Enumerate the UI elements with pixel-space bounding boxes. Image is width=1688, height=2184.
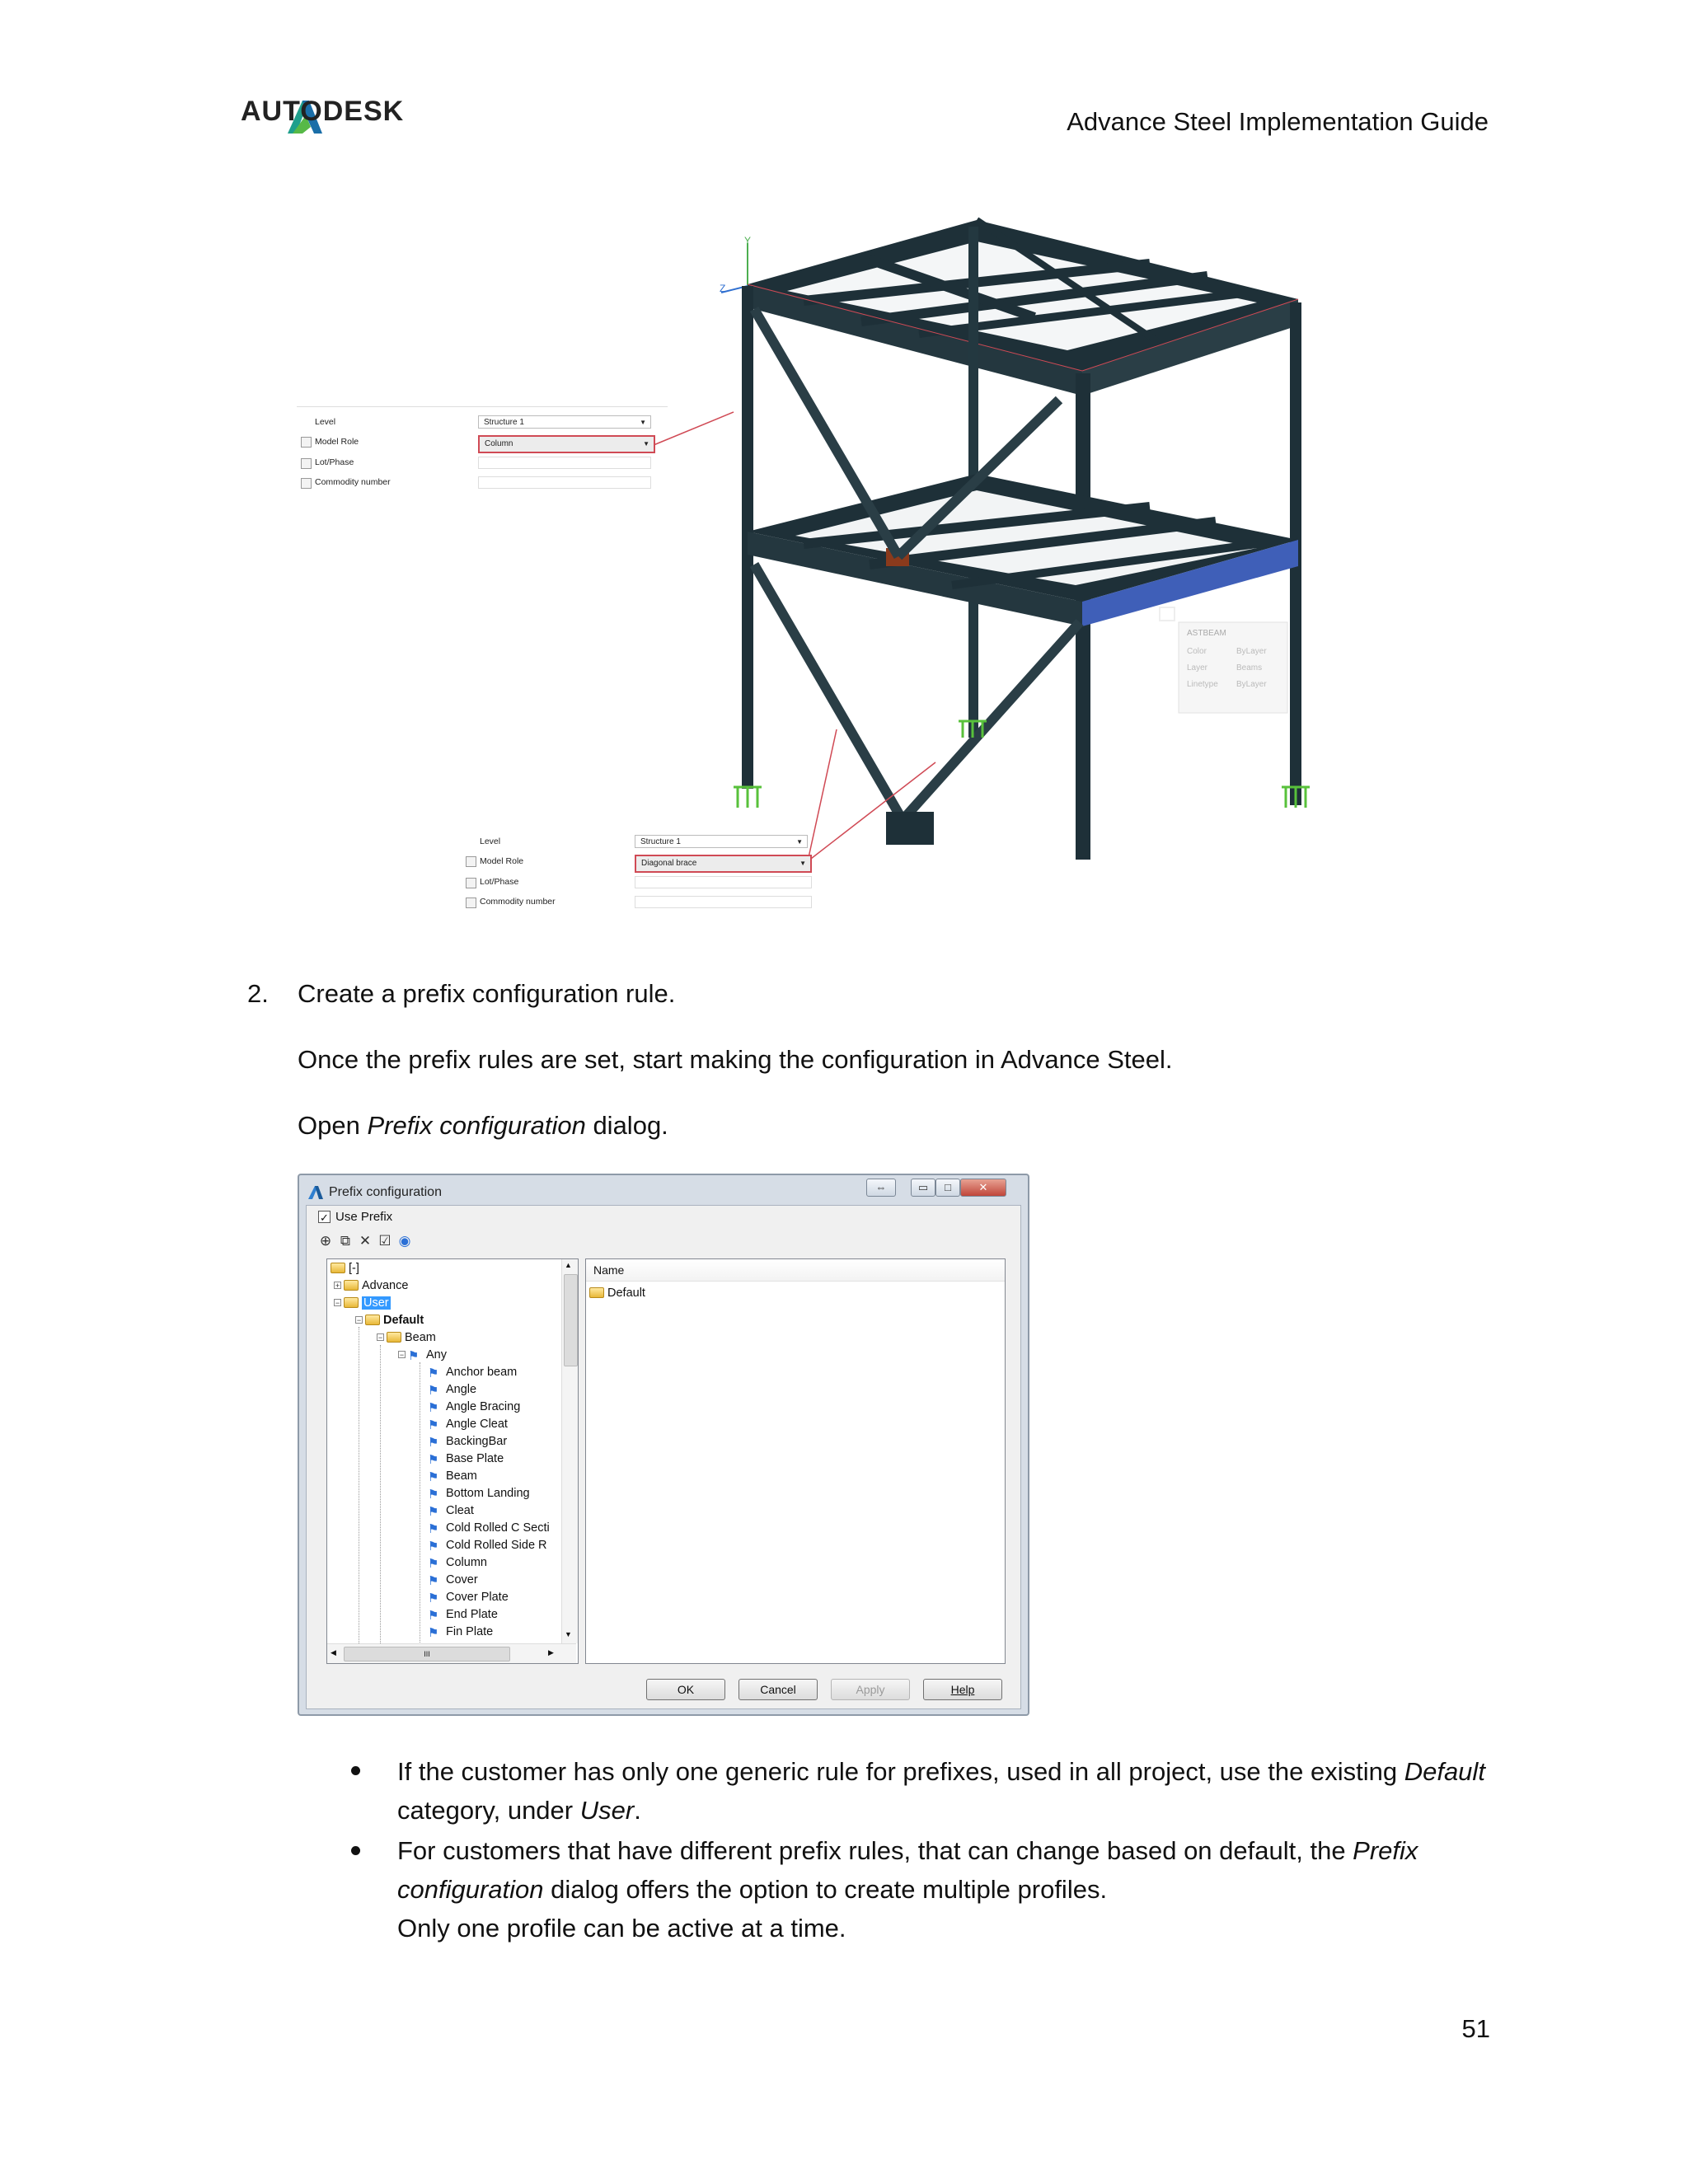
flag-icon: ⚑: [428, 1453, 439, 1467]
commodity-checkbox[interactable]: [466, 898, 476, 908]
flag-icon: ⚑: [428, 1366, 439, 1380]
tree-label: BackingBar: [446, 1435, 508, 1448]
level-label: Level: [480, 837, 501, 846]
delete-icon[interactable]: ✕: [359, 1233, 372, 1249]
flag-icon: ⚑: [428, 1557, 439, 1571]
text-span: dialog.: [585, 1111, 668, 1140]
set-active-icon[interactable]: ☑: [378, 1233, 392, 1249]
tree-label: End Plate: [446, 1608, 498, 1621]
tree-label: Angle Bracing: [446, 1400, 521, 1413]
prefix-tree[interactable]: [326, 1258, 579, 1664]
minimize-button[interactable]: ▭: [911, 1179, 935, 1197]
text-span: .: [634, 1796, 641, 1825]
tree-item[interactable]: [428, 1365, 517, 1380]
tooltip-title: ASTBEAM: [1187, 629, 1226, 638]
expand-icon[interactable]: +: [335, 1282, 340, 1290]
y-axis-label: Y: [744, 235, 752, 246]
step-title: Create a prefix configuration rule.: [298, 979, 676, 1008]
tree-vertical-scrollbar[interactable]: [561, 1259, 579, 1643]
tree-label: Cleat: [446, 1504, 474, 1517]
flag-icon: ⚑: [428, 1436, 439, 1450]
emphasis: configuration: [397, 1875, 544, 1904]
flag-icon: ⚑: [428, 1401, 439, 1415]
flag-icon: ⚑: [428, 1522, 439, 1536]
tree-guide-line: [380, 1345, 382, 1643]
z-axis-label: Z: [720, 283, 726, 294]
tree-item[interactable]: [428, 1434, 507, 1449]
document-title: Advance Steel Implementation Guide: [1067, 107, 1489, 136]
folder-icon: [365, 1315, 380, 1325]
collapse-icon[interactable]: −: [335, 1299, 340, 1307]
brand-name: AUTODESK: [241, 96, 405, 127]
steel-frame-drawing: [293, 210, 1323, 935]
tree-node-beam[interactable]: [387, 1330, 436, 1345]
bullet-line: [397, 1831, 1418, 1870]
model-role-checkbox[interactable]: [301, 437, 312, 448]
emphasis: User: [579, 1796, 635, 1825]
tree-label: Any: [426, 1348, 447, 1361]
list-header: [586, 1259, 1005, 1282]
tree-label-selected: User: [363, 1296, 389, 1310]
model-role-select[interactable]: [635, 855, 812, 873]
collapse-icon[interactable]: −: [356, 1316, 362, 1324]
level-value: Structure 1: [640, 837, 681, 846]
folder-icon: [387, 1332, 401, 1343]
bullet-line: [397, 1752, 1485, 1791]
tree-item[interactable]: [428, 1572, 478, 1587]
tree-item[interactable]: [428, 1399, 520, 1414]
tree-label: Cover: [446, 1573, 478, 1586]
prefix-configuration-dialog: [298, 1174, 1029, 1716]
text-span: category, under: [397, 1796, 580, 1825]
text-span: Open: [298, 1111, 368, 1140]
resize-icon[interactable]: ⇔: [866, 1179, 896, 1197]
tree-root[interactable]: [331, 1261, 359, 1276]
steel-structure-figure: [293, 210, 1323, 935]
column-properties-panel: [297, 406, 668, 506]
apply-button[interactable]: Apply: [831, 1679, 910, 1700]
level-select[interactable]: [635, 835, 808, 848]
chevron-down-icon: ▼: [796, 838, 803, 846]
bullet-icon: [351, 1766, 360, 1775]
folder-icon: [344, 1297, 359, 1308]
tree-label: Advance: [362, 1279, 409, 1292]
lot-phase-input[interactable]: [635, 876, 812, 888]
scroll-up-icon[interactable]: ▲: [565, 1261, 572, 1269]
use-prefix-label: Use Prefix: [335, 1210, 393, 1224]
tree-label: Column: [446, 1556, 487, 1569]
lot-phase-checkbox[interactable]: [466, 878, 476, 888]
flag-icon: ⚑: [428, 1418, 439, 1432]
model-role-label: Model Role: [480, 856, 524, 866]
help-button[interactable]: Help: [923, 1679, 1002, 1700]
commodity-label: Commodity number: [480, 897, 556, 907]
scroll-thumb[interactable]: III: [344, 1647, 510, 1661]
maximize-button[interactable]: □: [935, 1179, 960, 1197]
chevron-down-icon: ▼: [643, 440, 649, 448]
folder-icon: [344, 1280, 359, 1291]
tree-item[interactable]: [428, 1538, 547, 1553]
tree-label: Default: [383, 1314, 424, 1327]
tree-label: [-]: [349, 1262, 359, 1275]
text-span: dialog offers the option to create multiple profiles.: [543, 1875, 1108, 1904]
scroll-thumb[interactable]: [564, 1274, 578, 1366]
tree-item[interactable]: [428, 1607, 498, 1622]
flag-icon: ⚑: [428, 1591, 439, 1605]
dialog-body: [306, 1205, 1021, 1709]
copy-icon[interactable]: ⧉: [340, 1233, 351, 1249]
tree-item[interactable]: [428, 1417, 508, 1432]
dialog-name-emphasis: Prefix configuration: [367, 1111, 586, 1140]
folder-icon: [589, 1287, 604, 1298]
cancel-button[interactable]: Cancel: [738, 1679, 818, 1700]
tree-item[interactable]: [428, 1624, 493, 1639]
tooltip-key: Color: [1187, 647, 1207, 656]
scroll-down-icon[interactable]: ▼: [565, 1630, 572, 1638]
flag-icon: ⚑: [428, 1574, 439, 1588]
collapse-icon[interactable]: −: [377, 1333, 383, 1342]
commodity-input[interactable]: [635, 896, 812, 908]
flag-icon: ⚑: [428, 1488, 439, 1502]
emphasis: Default: [1404, 1757, 1485, 1786]
flag-icon: ⚑: [428, 1609, 439, 1623]
bullet-line: [397, 1870, 1107, 1909]
lot-phase-checkbox[interactable]: [301, 458, 312, 469]
tree-guide-line: [359, 1327, 360, 1643]
tree-label: Beam: [446, 1469, 477, 1483]
tree-item[interactable]: [428, 1486, 530, 1501]
flag-icon: ⚑: [408, 1349, 420, 1363]
model-role-value: Diagonal brace: [641, 859, 697, 868]
flag-icon: ⚑: [428, 1505, 439, 1519]
tree-label: Cold Rolled Side R: [446, 1539, 547, 1552]
name-column-header[interactable]: Name: [593, 1263, 625, 1277]
tooltip-value: Beams: [1236, 663, 1263, 673]
use-prefix-checkbox[interactable]: ✓: [318, 1211, 331, 1223]
tree-item[interactable]: [428, 1469, 477, 1483]
tree-node-default[interactable]: [365, 1313, 424, 1328]
tree-label: Anchor beam: [446, 1366, 518, 1379]
commodity-checkbox[interactable]: [301, 478, 312, 489]
app-icon: [307, 1185, 324, 1200]
model-role-checkbox[interactable]: [466, 856, 476, 867]
level-select[interactable]: [478, 415, 651, 429]
brace-properties-panel: [462, 837, 832, 935]
list-item-default[interactable]: [589, 1286, 645, 1301]
text-span: If the customer has only one generic rule for prefixes, used in all project, use the existing: [397, 1757, 1404, 1786]
tree-label: Cold Rolled C Secti: [446, 1521, 550, 1535]
tree-node-user[interactable]: [344, 1296, 391, 1310]
tree-label: Bottom Landing: [446, 1487, 530, 1500]
close-button[interactable]: ✕: [960, 1179, 1006, 1197]
model-role-select[interactable]: [478, 435, 655, 453]
tree-label: Base Plate: [446, 1452, 504, 1465]
ok-button[interactable]: OK: [646, 1679, 725, 1700]
tree-node-advance[interactable]: [344, 1278, 408, 1293]
emphasis: Prefix: [1353, 1836, 1418, 1865]
step-paragraph-open-dialog: [298, 1109, 668, 1142]
text-span: For customers that have different prefix rules, that can change based on default, the: [397, 1836, 1353, 1865]
commodity-label: Commodity number: [315, 477, 391, 487]
tree-horizontal-scrollbar[interactable]: [327, 1643, 576, 1664]
bullet-line: [397, 1791, 641, 1830]
lot-phase-label: Lot/Phase: [480, 877, 519, 887]
list-item-label: Default: [607, 1286, 645, 1300]
chevron-down-icon: ▼: [640, 419, 646, 426]
tooltip-key: Layer: [1187, 663, 1208, 673]
lot-phase-input[interactable]: [478, 457, 651, 469]
tree-node-any[interactable]: [408, 1347, 447, 1362]
tree-label: Angle Cleat: [446, 1418, 508, 1431]
model-role-value: Column: [485, 439, 513, 448]
scroll-right-icon[interactable]: ▶: [548, 1648, 554, 1657]
tooltip-key: Linetype: [1187, 680, 1218, 689]
flag-icon: ⚑: [428, 1540, 439, 1554]
flag-icon: ⚑: [428, 1384, 439, 1398]
level-value: Structure 1: [484, 418, 524, 427]
page-number: 51: [1461, 2014, 1490, 2043]
tree-item[interactable]: [428, 1521, 550, 1535]
tree-label: Fin Plate: [446, 1625, 494, 1638]
tree-guide-line: [420, 1362, 421, 1643]
flag-icon: ⚑: [428, 1626, 439, 1640]
tree-label: Angle: [446, 1383, 477, 1396]
level-label: Level: [315, 417, 336, 427]
tree-label: Beam: [405, 1331, 436, 1344]
model-role-label: Model Role: [315, 437, 359, 447]
bullet-line: Only one profile can be active at a time.: [397, 1914, 846, 1943]
step-paragraph: Once the prefix rules are set, start making the configuration in Advance Steel.: [298, 1045, 1173, 1074]
folder-icon: [331, 1263, 345, 1273]
profile-list[interactable]: [585, 1258, 1006, 1664]
collapse-icon[interactable]: −: [399, 1351, 405, 1359]
flag-icon: ⚑: [428, 1470, 439, 1484]
tooltip-value: ByLayer: [1236, 680, 1267, 689]
tree-item[interactable]: [428, 1382, 476, 1397]
commodity-input[interactable]: [478, 476, 651, 489]
dialog-title: Prefix configuration: [329, 1185, 442, 1199]
tree-label: Cover Plate: [446, 1591, 509, 1604]
scroll-left-icon[interactable]: ◀: [331, 1648, 336, 1657]
new-profile-icon[interactable]: ⊕: [319, 1233, 332, 1249]
chevron-down-icon: ▼: [799, 860, 806, 867]
help-icon[interactable]: ◉: [398, 1233, 411, 1249]
tree-item[interactable]: [428, 1503, 474, 1518]
tree-item[interactable]: [428, 1451, 504, 1466]
bullet-icon: [351, 1846, 360, 1855]
tree-item[interactable]: [428, 1590, 509, 1605]
step-number: 2.: [247, 979, 269, 1008]
lot-phase-label: Lot/Phase: [315, 457, 354, 467]
tooltip-value: ByLayer: [1236, 647, 1267, 656]
tree-item[interactable]: [428, 1555, 487, 1570]
